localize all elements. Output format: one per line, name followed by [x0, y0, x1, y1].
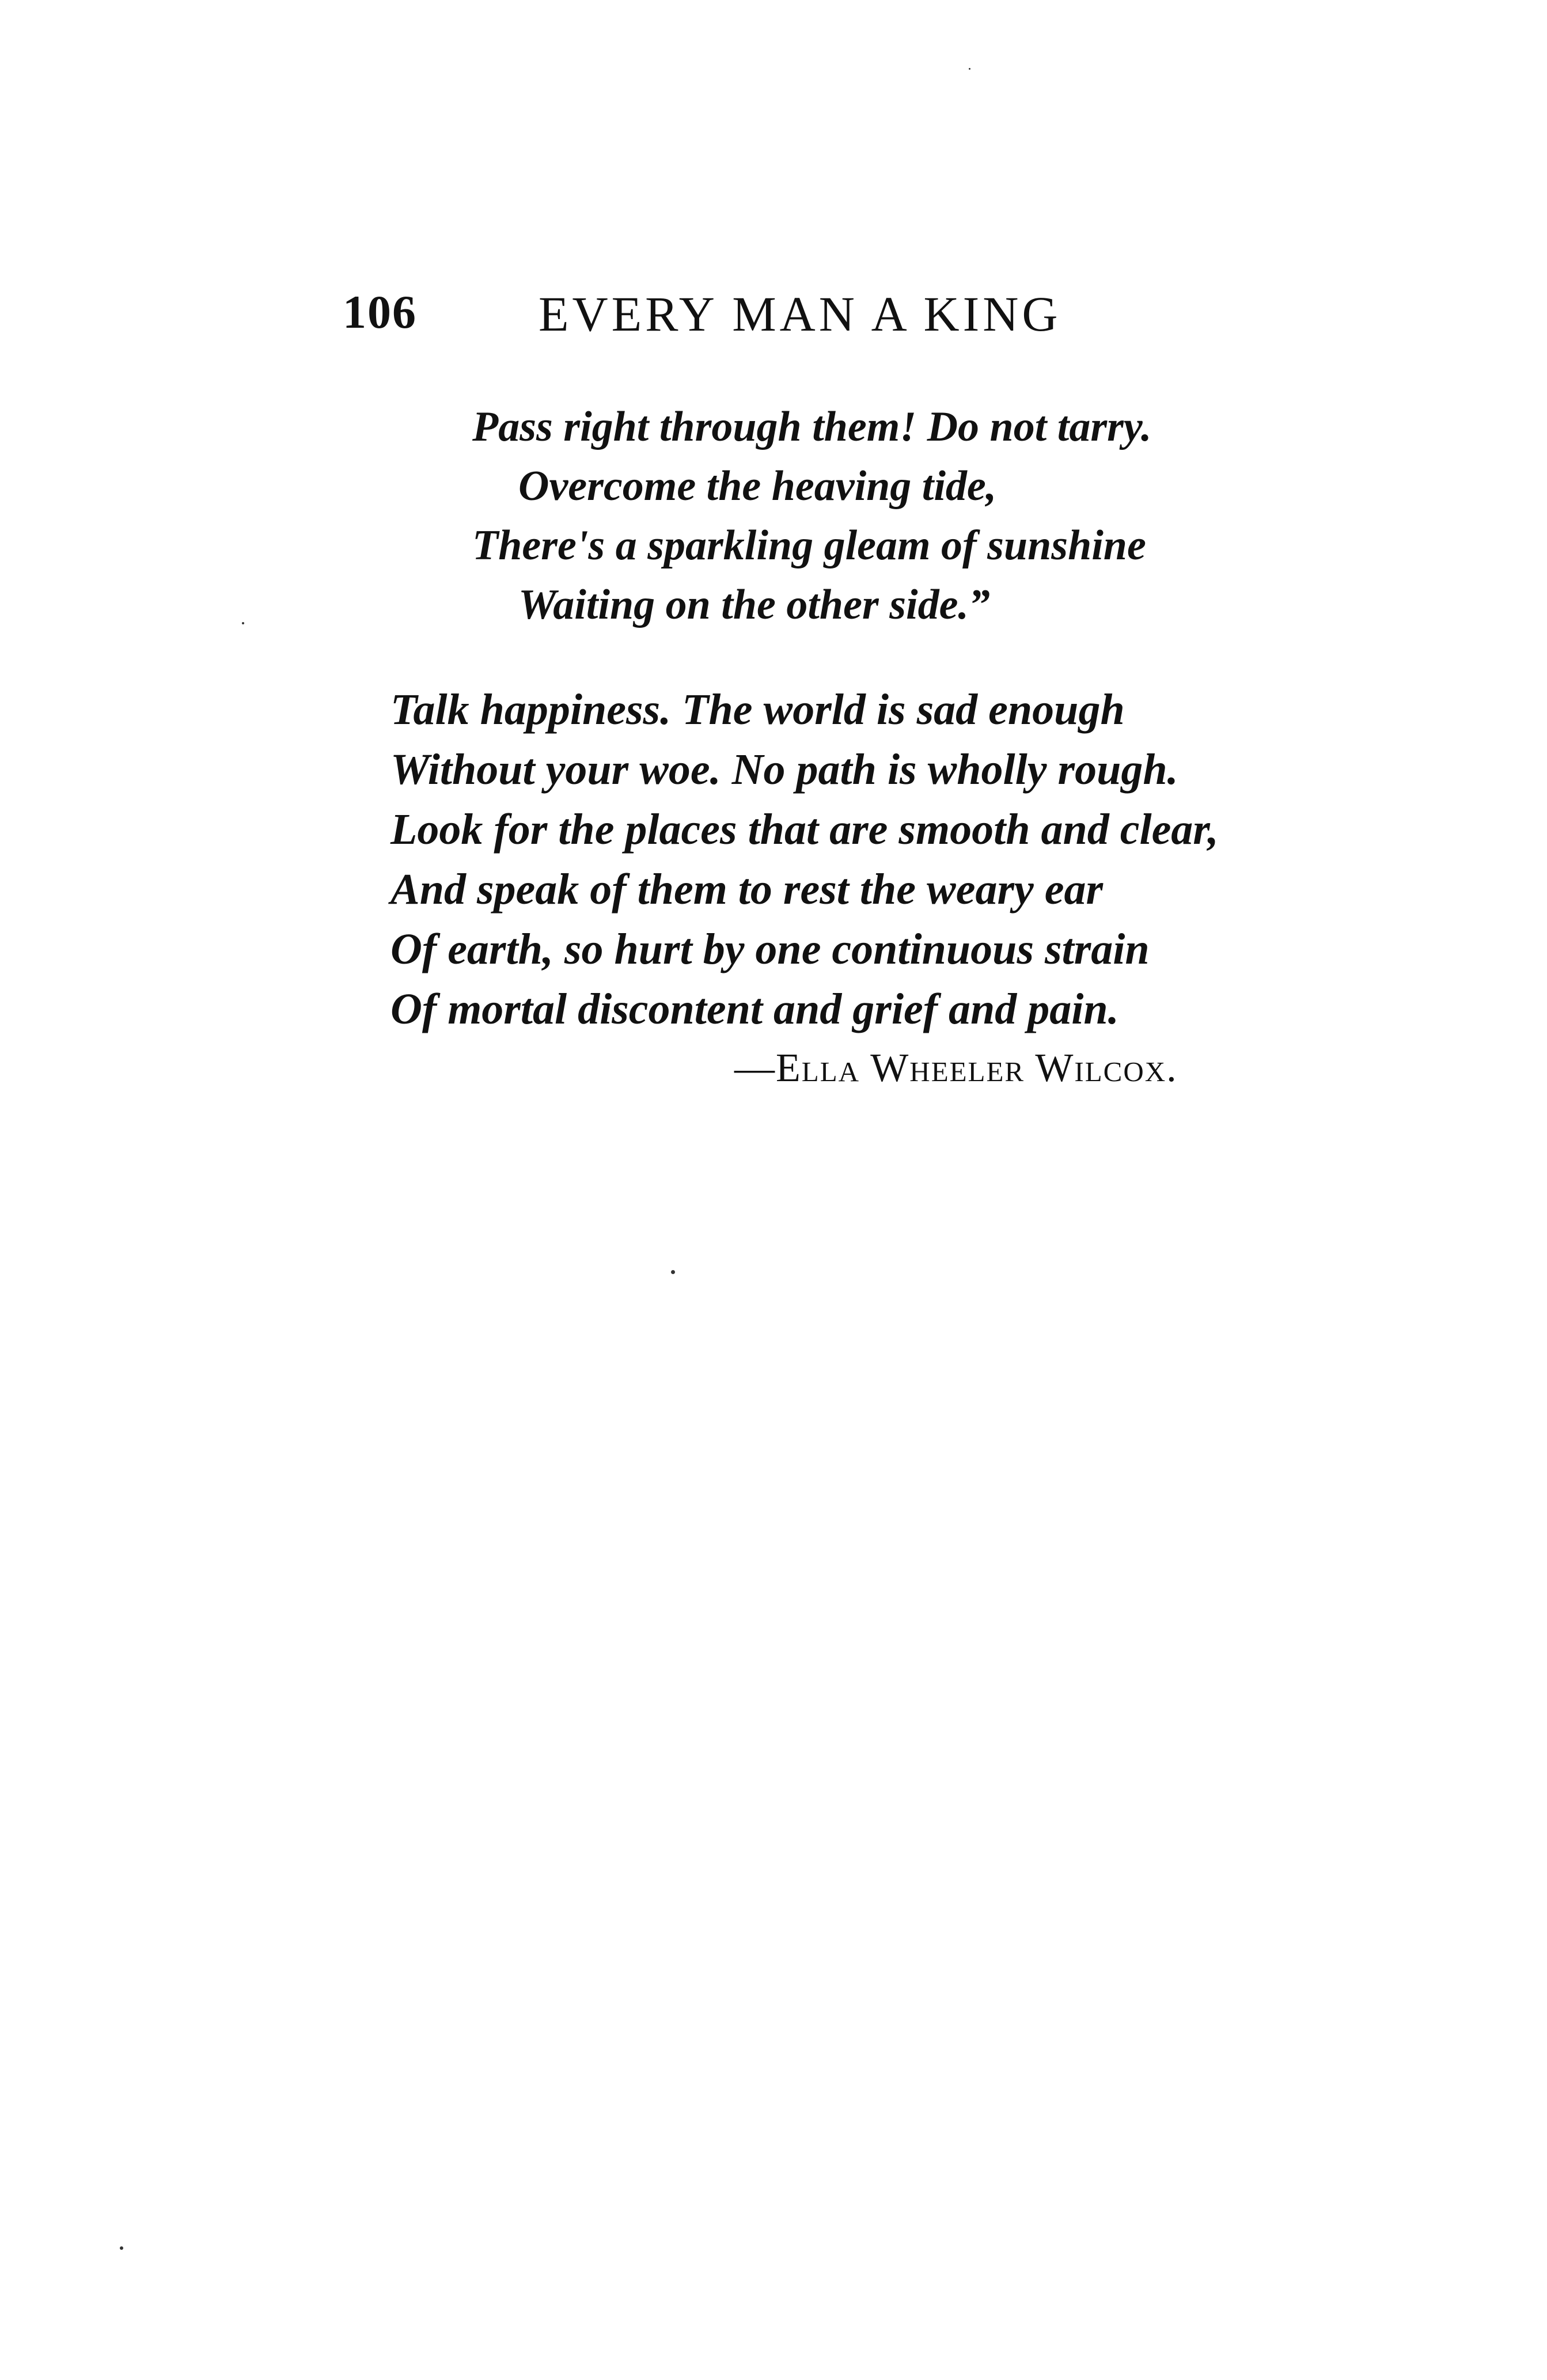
verse-line: Of earth, so hurt by one continuous strain: [390, 925, 1150, 973]
print-speck: [969, 68, 970, 70]
running-title: EVERY MAN A KING: [539, 286, 1061, 342]
verse-line: And speak of them to rest the weary ear: [390, 865, 1104, 914]
verse-line: Of mortal discontent and grief and pain.: [390, 985, 1119, 1033]
print-speck: [242, 622, 244, 624]
poem-stanza-2: [390, 680, 1219, 1039]
print-speck: [671, 1270, 675, 1274]
page-number: 106: [343, 286, 417, 338]
verse-line: Overcome the heaving tide,: [518, 463, 997, 510]
poem-attribution: —Ella Wheeler Wilcox.: [734, 1046, 1178, 1090]
verse-line: Waiting on the other side.”: [518, 581, 990, 628]
running-head: [0, 285, 1547, 348]
verse-line: Look for the places that are smooth and clear,: [390, 805, 1219, 854]
print-speck: [120, 2246, 123, 2250]
verse-line: Pass right through them! Do not tarry.: [472, 403, 1152, 450]
verse-line: Talk happiness. The world is sad enough: [390, 685, 1125, 734]
poem-stanza-1: [472, 397, 1152, 635]
verse-line: There's a sparkling gleam of sunshine: [472, 522, 1146, 569]
verse-line: Without your woe. No path is wholly rough.: [390, 745, 1178, 794]
